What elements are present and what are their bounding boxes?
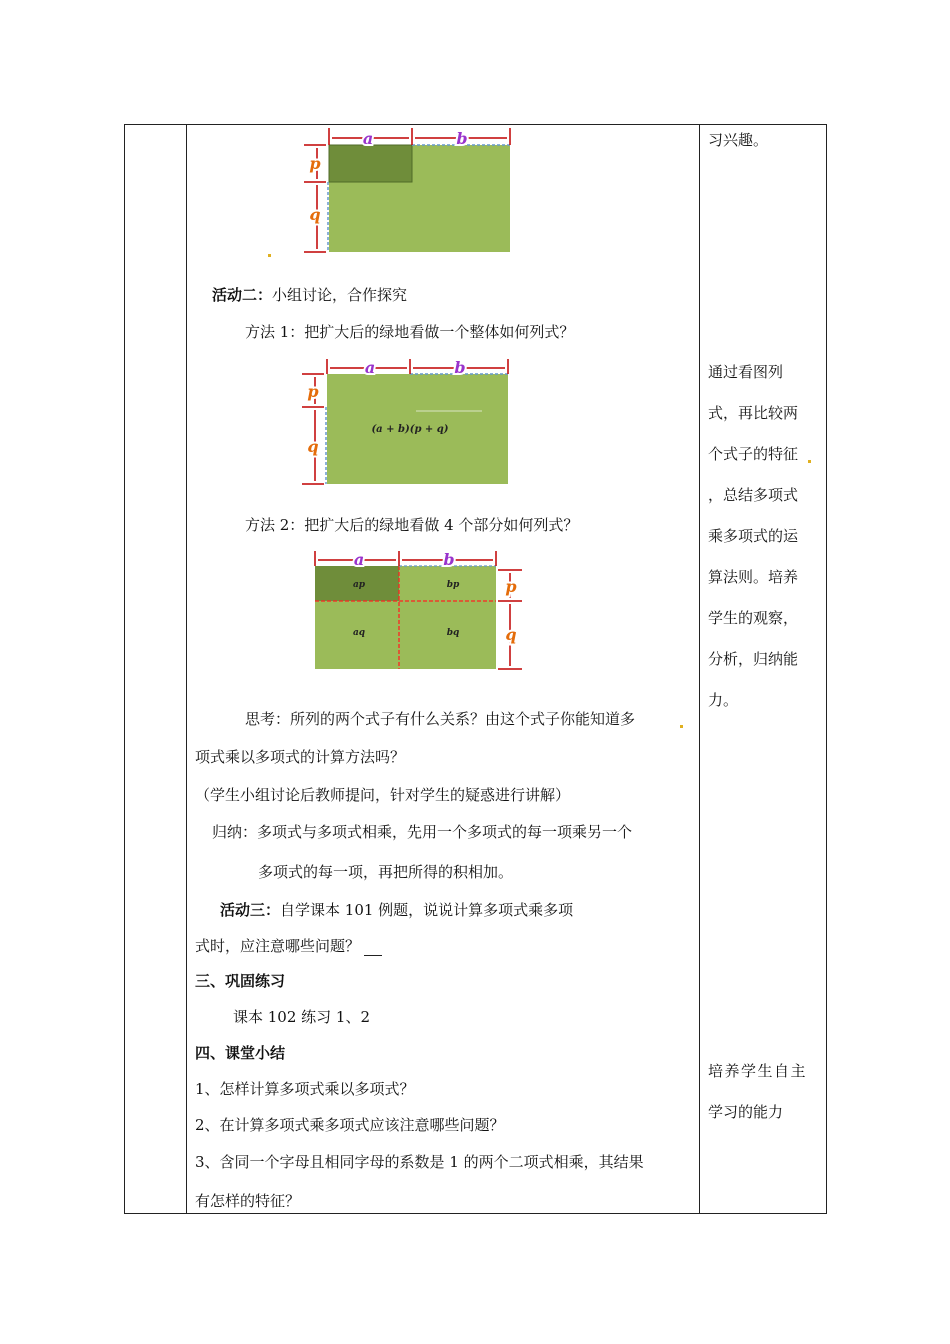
method1-text: 方法 1：把扩大后的绿地看做一个整体如何列式？: [245, 323, 575, 341]
question-1: 1、怎样计算多项式乘以多项式？: [195, 1080, 415, 1098]
fig3-cell-bp: bp: [446, 580, 460, 590]
summary-line-1: 归纳：多项式与多项式相乘，先用一个多项式的每一项乘另一个: [212, 823, 633, 841]
fig2-label-a: a: [364, 358, 376, 377]
question-3-line-1: 3、含同一个字母且相同字母的系数是 1 的两个二项式相乘，其结果: [195, 1153, 644, 1171]
think-line-2: 项式乘以多项式的计算方法吗？: [195, 748, 406, 766]
side-note-2-line: 个式子的特征: [708, 445, 799, 463]
fig3-cell-ap: ap: [352, 580, 366, 590]
fig2-label-p: p: [307, 382, 319, 401]
activity3-line-2-text: 式时，应注意哪些问题？: [195, 937, 361, 955]
side-note-1: 习兴趣。: [708, 131, 769, 149]
figure-rectangle-expansion: [300, 126, 520, 258]
activity3-title: 活动三：: [220, 901, 281, 919]
stray-dot-2: [680, 725, 683, 728]
fig3-label-p: p: [505, 577, 517, 596]
blank-underline: [364, 941, 382, 956]
side-note-2-line: 乘多项式的运: [708, 527, 799, 545]
method2-text: 方法 2：把扩大后的绿地看做 4 个部分如何列式？: [245, 516, 579, 534]
fig1-label-a: a: [362, 129, 374, 148]
stray-dot: [268, 254, 271, 257]
side-note-3-line: 学习的能力: [708, 1103, 784, 1121]
side-note-2-line: 式，再比较两: [708, 404, 799, 422]
activity3-line-2: [195, 936, 382, 956]
side-note-3: [708, 1051, 807, 1133]
fig3-label-q: q: [505, 625, 517, 644]
fig3-label-b: b: [443, 550, 455, 569]
fig3-cell-bq: bq: [446, 628, 460, 638]
fig2-label-q: q: [307, 437, 319, 456]
activity2-text: 小组讨论，合作探究: [272, 286, 408, 304]
side-note-2-line: ，总结多项式: [708, 486, 799, 504]
figure-four-parts: [312, 548, 527, 673]
side-note-2-line: 算法则。培养: [708, 568, 799, 586]
column-divider-left: [186, 125, 187, 1213]
question-3-line-2: 有怎样的特征？: [195, 1192, 301, 1210]
side-note-3-line: 培养学生自主: [708, 1062, 808, 1080]
section3-text: 课本 102 练习 1、2: [233, 1008, 371, 1026]
fig1-label-q: q: [309, 205, 321, 224]
fig3-label-a: a: [353, 550, 365, 569]
side-note-2-line: 力。: [708, 691, 739, 709]
column-divider-right: [699, 125, 700, 1213]
fig1-label-b: b: [456, 129, 468, 148]
activity2-line: [212, 285, 407, 305]
activity3-text: 自学课本 101 例题，说说计算多项式乘多项: [280, 901, 574, 919]
side-note-2-line: 分析，归纳能: [708, 650, 799, 668]
activity3-line: [220, 900, 573, 920]
fig2-expression: (a + b)(p + q): [371, 424, 449, 435]
summary-line-2: 多项式的每一项，再把所得的积相加。: [258, 863, 514, 881]
fig1-label-p: p: [309, 154, 321, 173]
section4-title: 四、课堂小结: [195, 1044, 286, 1062]
fig2-label-b: b: [454, 358, 466, 377]
fig3-cell-aq: aq: [352, 628, 366, 638]
question-2: 2、在计算多项式乘多项式应该注意哪些问题？: [195, 1116, 505, 1134]
stray-dot-3: [808, 460, 811, 463]
think-line-1: 思考：所列的两个式子有什么关系？由这个式子你能知道多: [245, 710, 636, 728]
side-note-2-line: 通过看图列: [708, 363, 784, 381]
side-note-2-line: 学生的观察，: [708, 609, 799, 627]
figure-whole-area: [298, 357, 518, 487]
side-note-2: [708, 352, 798, 721]
activity2-title: 活动二：: [212, 286, 273, 304]
section3-title: 三、巩固练习: [195, 972, 286, 990]
discussion-note: （学生小组讨论后教师提问，针对学生的疑惑进行讲解）: [195, 786, 571, 804]
